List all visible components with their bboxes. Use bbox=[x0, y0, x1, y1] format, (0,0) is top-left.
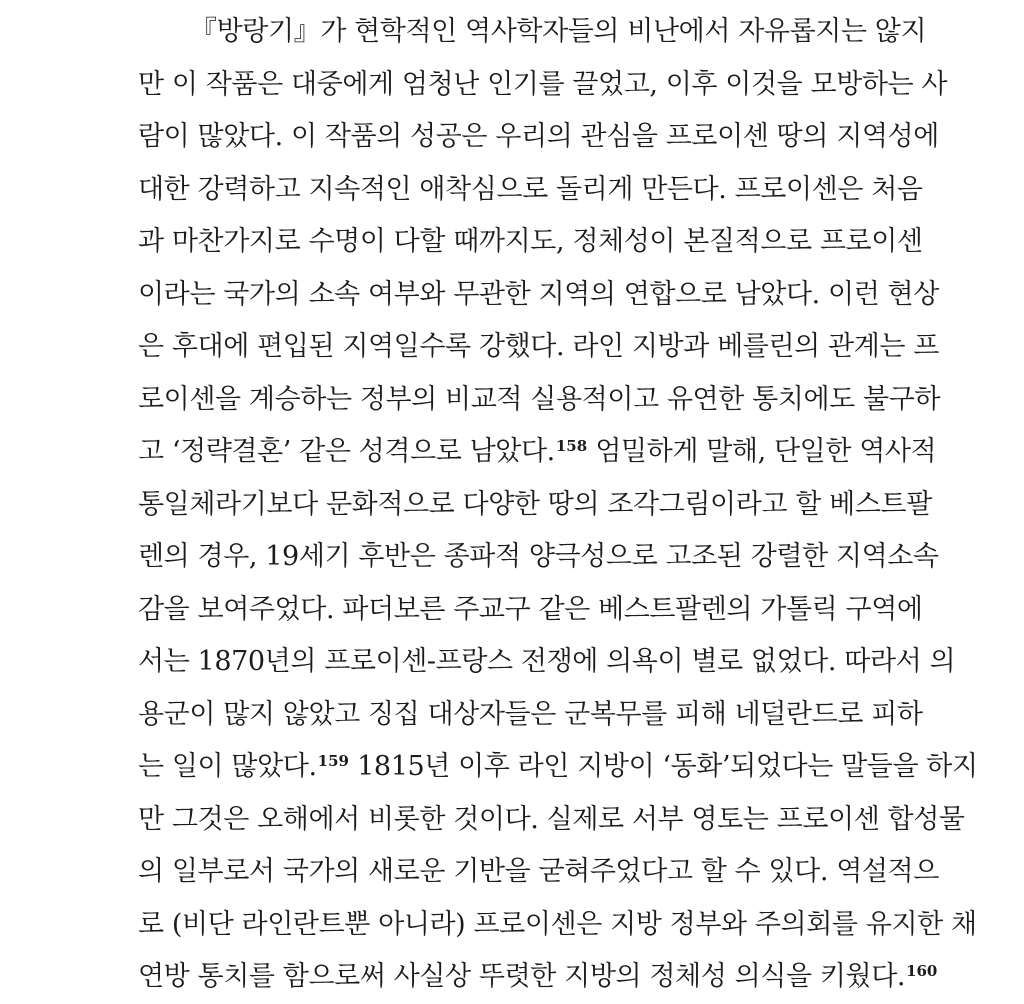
text-line: 람이 많았다. 이 작품의 성공은 우리의 관심을 프로이센 땅의 지역성에 bbox=[138, 121, 939, 152]
text-line: 통일체라기보다 문화적으로 다양한 땅의 조각그림이라고 할 베스트팔 bbox=[138, 488, 932, 520]
text-line: 는 일이 많았다.$^{159}$ 1815년 이후 라인 지방이 ‘동화’되었다는 말들을 하지 bbox=[138, 751, 978, 782]
text-line: 고 ‘정략결혼’ 같은 성격으로 남았다.$^{158}$ 엄밀하게 말해, 단일한 역사적 bbox=[138, 436, 937, 467]
text-line: 만 이 작품은 대중에게 엄청난 인기를 끌었고, 이후 이것을 모방하는 사 bbox=[138, 68, 948, 100]
text-line: 렌의 경우, 19세기 후반은 종파적 양극성으로 고조된 강렬한 지역소속 bbox=[138, 541, 939, 572]
text-line: 은 후대에 편입된 지역일수록 강했다. 라인 지방과 베를린의 관계는 프 bbox=[138, 331, 939, 362]
text-line: 서는 1870년의 프로이센-프랑스 전쟁에 의욕이 별로 없었다. 따라서 의 bbox=[138, 646, 956, 677]
text-line: 의 일부로서 국가의 새로운 기반을 굳혀주었다고 할 수 있다. 역설적으 bbox=[138, 856, 939, 887]
footnote-marker: 160 bbox=[906, 962, 938, 980]
text-line: 연방 통치를 함으로써 사실상 뚜렷한 지방의 정체성 의식을 키웠다.$^{160}$ bbox=[138, 961, 938, 992]
text-line: 만 그것은 오해에서 비롯한 것이다. 실제로 서부 영토는 프로이센 합성물 bbox=[138, 803, 965, 835]
text-line: 감을 보여주었다. 파더보른 주교구 같은 베스트팔렌의 가톨릭 구역에 bbox=[138, 593, 923, 625]
text-line: 『방랑기』가 현학적인 역사학자들의 비난에서 자유롭지는 않지 bbox=[190, 16, 927, 47]
text-line: 로이센을 계승하는 정부의 비교적 실용적이고 유연한 통치에도 불구하 bbox=[138, 383, 941, 415]
footnote-marker: 159 bbox=[317, 752, 349, 770]
body-paragraph bbox=[138, 6, 978, 1004]
text-line: 이라는 국가의 소속 여부와 무관한 지역의 연합으로 남았다. 이런 현상 bbox=[138, 278, 939, 310]
text-line: 로 (비단 라인란트뿐 아니라) 프로이센은 지방 정부와 주의회를 유지한 채 bbox=[138, 908, 977, 940]
text-line: 과 마찬가지로 수명이 다할 때까지도, 정체성이 본질적으로 프로이센 bbox=[138, 226, 923, 257]
text-line: 용군이 많지 않았고 징집 대상자들은 군복무를 피해 네덜란드로 피하 bbox=[138, 698, 923, 730]
text-line: 대한 강력하고 지속적인 애착심으로 돌리게 만든다. 프로이센은 처음 bbox=[138, 173, 923, 205]
footnote-marker: 158 bbox=[555, 437, 588, 455]
